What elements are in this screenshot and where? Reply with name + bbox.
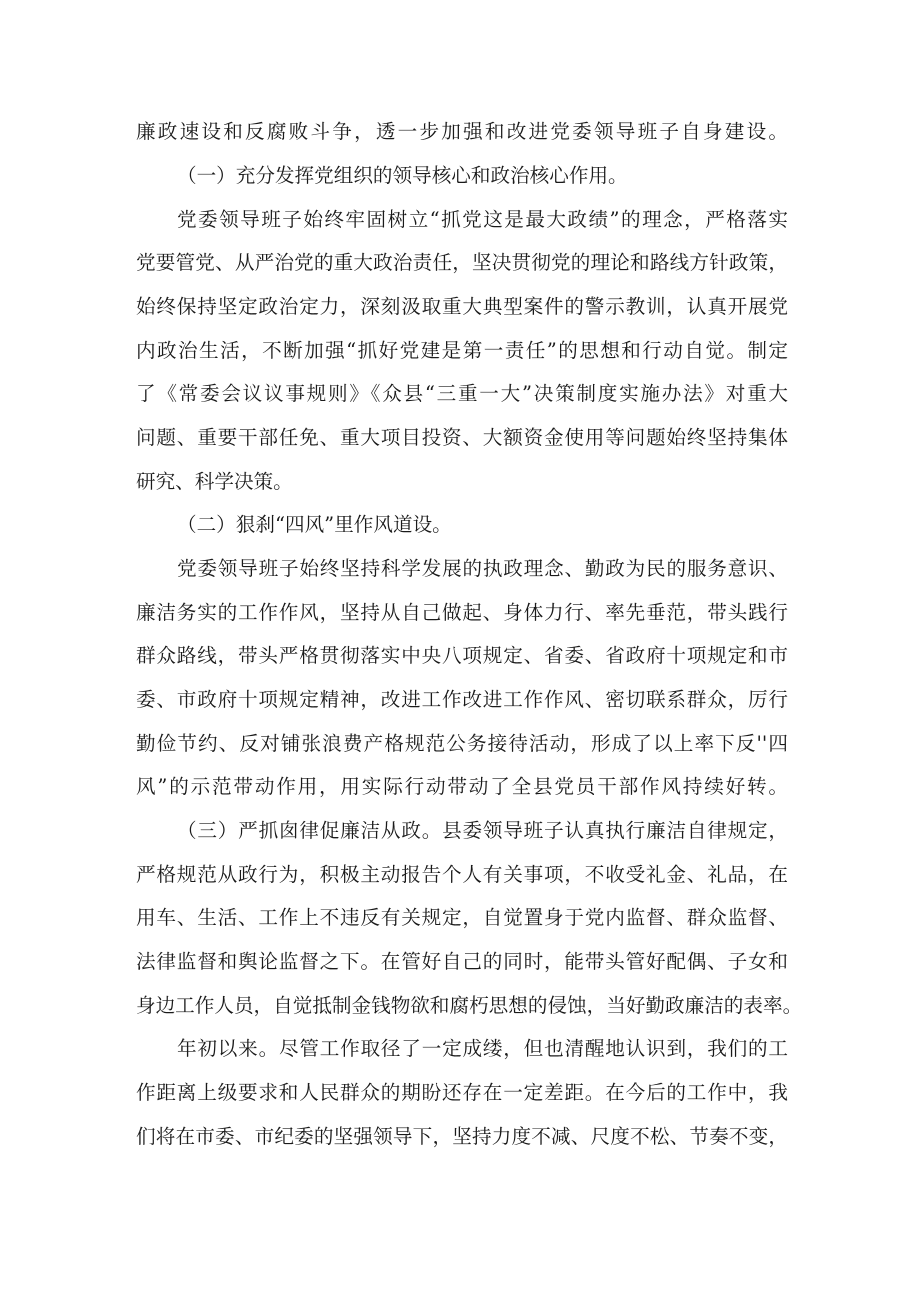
- text-line: 研究、科学决策。: [136, 470, 293, 493]
- paragraph-first-line: （三）严抓囱律促廉洁从政。县委领导班子认真执行廉洁自律规定，: [177, 819, 788, 842]
- text-line: 党要管党、从严治党的重大政治责任，坚决贯彻党的理论和路线方针政策，: [136, 251, 788, 274]
- text-line: 内政治生活，不断加强“抓好党建是第一责任”的思想和行动自觉。制定: [136, 339, 788, 362]
- text-line: 委、市政府十项规定精神，改进工作改进工作作风、密切联系群众，厉行: [136, 688, 788, 711]
- text-line: 廉洁务实的工作作风，坚持从自己做起、身体力行、率先垂范，带头践行: [136, 601, 788, 624]
- text-line: 勤俭节约、反对铺张浪费产格规范公务接待活动，形成了以上率下反''四: [136, 732, 788, 755]
- text-line: 们将在市委、市纪委的坚强领导下，坚持力度不减、尺度不松、节奏不变，: [136, 1125, 788, 1148]
- text-line: 了《常委会议议事规则》《众县“三重一大”决策制度实施办法》对重大: [136, 382, 788, 405]
- text-line: 始终保持坚定政治定力，深刻汲取重大典型案件的警示教训，认真开展党: [136, 295, 788, 318]
- text-line: 风”的示范带动作用，用实际行动带动了全县党员干部作风持续好转。: [136, 775, 788, 798]
- text-line: 身边工作人员，自觉抵制金钱物欲和腐朽思想的侵蚀，当好勤政廉洁的表率。: [136, 994, 803, 1017]
- text-line: 群众路线，带头严格贯彻落实中央八项规定、省委、省政府十项规定和市: [136, 644, 788, 667]
- text-line: 作距离上级要求和人民群众的期盼还存在一定差距。在今后的工作中，我: [136, 1081, 788, 1104]
- section-heading: （二）狠刹“四风”里作风道设。: [177, 513, 452, 536]
- text-line: 问题、重要干部任免、重大项目投资、大额资金使用等问题始终坚持集体: [136, 426, 788, 449]
- text-line: 用车、生活、工作上不违反有关规定，自觉置身于党内监督、群众监督、: [136, 906, 788, 929]
- paragraph-first-line: 年初以来。尽管工作取径了一定成缕，但也清醒地认识到，我们的工: [177, 1037, 788, 1060]
- section-heading: （一）充分发挥党组织的领导核心和政治核心作用。: [177, 164, 628, 187]
- text-line: 廉政速设和反腐败斗争，透一步加强和改进党委领导班子自身建设。: [136, 120, 788, 143]
- paragraph-first-line: 党委领导班子始终牢固树立“抓党这是最大政绩”的理念，严格落实: [177, 208, 788, 231]
- text-line: 法律监督和舆论监督之下。在管好自己的同时，能带头管好配偶、子女和: [136, 950, 788, 973]
- text-line: 严格规范从政行为，积极主动报告个人有关事项，不收受礼金、礼品，在: [136, 863, 788, 886]
- paragraph-first-line: 党委领导班子始终坚持科学发展的执政理念、勤政为民的服务意识、: [177, 557, 788, 580]
